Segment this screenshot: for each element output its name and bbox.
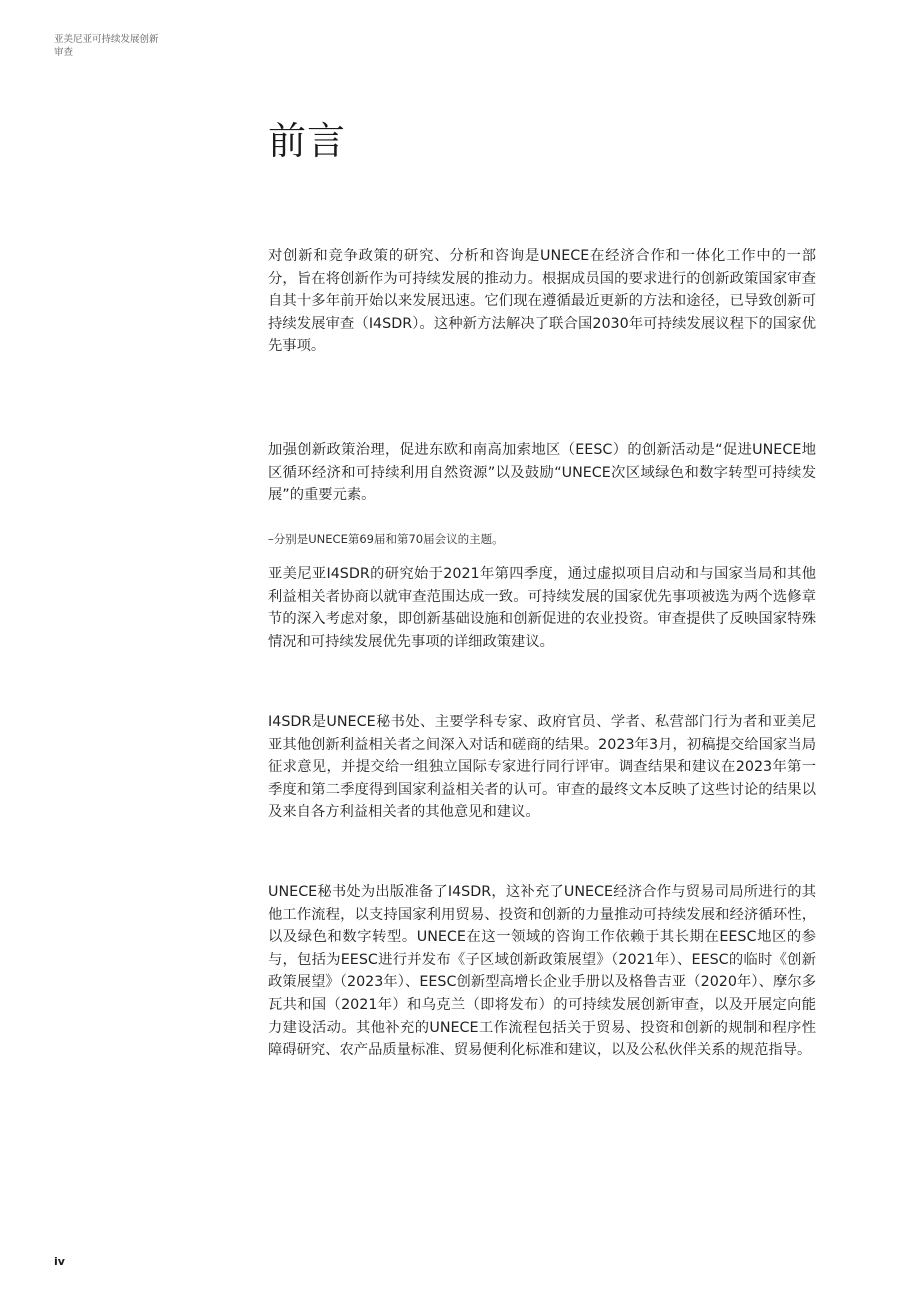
- running-header: [54, 33, 159, 59]
- paragraph-governance: 加强创新政策治理，促进东欧和南高加索地区（EESC）的创新活动是“促进UNECE地区循环经济和可持续利用自然资源”以及鼓励“UNECE次区域绿色和数字转型可持续发展”的重要元素。: [268, 442, 816, 504]
- page-number: iv: [54, 1255, 65, 1268]
- page-title: 前言: [268, 119, 347, 163]
- paragraph-dialogue: I4SDR是UNECE秘书处、主要学科专家、政府官员、学者、私营部门行为者和亚美尼亚其他创新利益相关者之间深入对话和磋商的结果。2023年3月，初稿提交给国家当局征求意见，并提交给一组独立国际专家进行同行评审。调查结果和建议在2023年第一季度和第二季度得到国家利益相关者的认可。审查的最终文本反映了这些讨论的结果以及来自各方利益相关者的其他意见和建议。: [268, 714, 816, 821]
- running-header-line-2: 审查: [54, 47, 74, 58]
- paragraph-intro: 对创新和竞争政策的研究、分析和咨询是UNECE在经济合作和一体化工作中的一部分，旨在将创新作为可持续发展的推动力。根据成员国的要求进行的创新政策国家审查自其十多年前开始以来发展迅速。它们现在遵循最近更新的方法和途径，已导致创新可持续发展审查（I4SDR）。这种新方法解决了联合国2030年可持续发展议程下的国家优先事项。: [268, 248, 816, 355]
- running-header-line-1: 亚美尼亚可持续发展创新: [54, 34, 159, 45]
- footnote: –分别是UNECE第69届和第70届会议的主题。: [268, 532, 504, 546]
- paragraph-armenia-review: 亚美尼亚I4SDR的研究始于2021年第四季度，通过虚拟项目启动和与国家当局和其他利益相关者协商以就审查范围达成一致。可持续发展的国家优先事项被选为两个选修章节的深入考虑对象，即创新基础设施和创新促进的农业投资。审查提供了反映国家特殊情况和可持续发展优先事项的详细政策建议。: [268, 566, 816, 650]
- paragraph-secretariat: UNECE秘书处为出版准备了I4SDR，这补充了UNECE经济合作与贸易司局所进行的其他工作流程，以支持国家利用贸易、投资和创新的力量推动可持续发展和经济循环性，以及绿色和数字转型。UNECE在这一领域的咨询工作依赖于其长期在EESC地区的参与，包括为EESC进行并发布《子区域创新政策展望》（2021年）、EESC的临时《创新政策展望》（2023年）、EESC创新型高增长企业手册以及格鲁吉亚（2020年）、摩尔多瓦共和国（2021年）和乌克兰（即将发布）的可持续发展创新审查，以及开展定向能力建设活动。其他补充的UNECE工作流程包括关于贸易、投资和创新的规制和程序性障碍研究、农产品质量标准、贸易便利化标准和建议，以及公私伙伴关系的规范指导。: [268, 884, 816, 1059]
